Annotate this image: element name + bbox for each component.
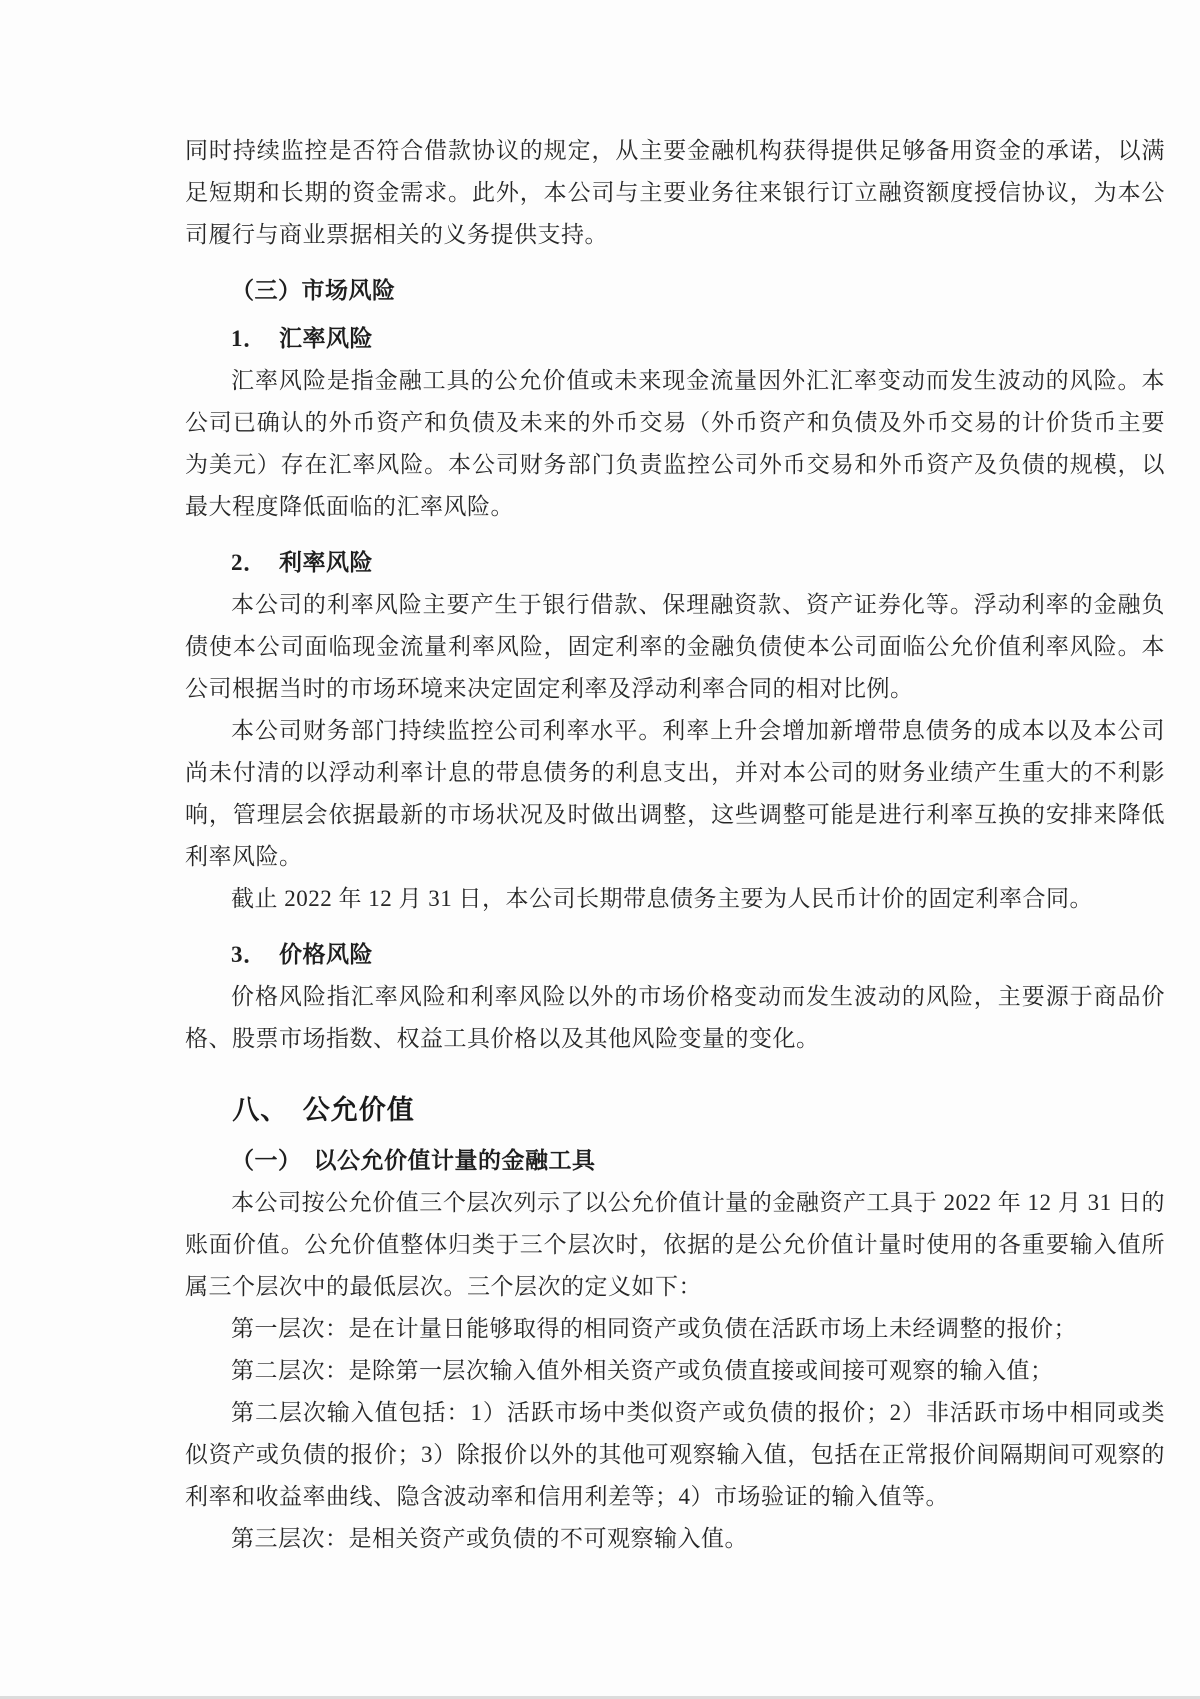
document-content <box>185 130 1165 1560</box>
paragraph-level-3-definition: 第三层次：是相关资产或负债的不可观察输入值。 <box>231 1526 748 1551</box>
paragraph-level-1-definition: 第一层次：是在计量日能够取得的相同资产或负债在活跃市场上未经调整的报价； <box>231 1316 1077 1341</box>
paragraph-interest-rate-risk-3: 截止 2022 年 12 月 31 日，本公司长期带息债务主要为人民币计价的固定利率合同。 <box>231 886 1093 911</box>
heading-market-risk: （三）市场风险 <box>231 278 396 303</box>
paragraph-price-risk: 价格风险指汇率风险和利率风险以外的市场价格变动而发生波动的风险，主要源于商品价格、股票市场指数、权益工具价格以及其他风险变量的变化。 <box>185 984 1165 1051</box>
paragraph-fair-value-levels-intro: 本公司按公允价值三个层次列示了以公允价值计量的金融资产工具于 2022 年 12 月 31 日的账面价值。公允价值整体归类于三个层次时，依据的是公允价值计量时使用的各重要输入值所属三个层次中的最低层次。三个层次的定义如下： <box>185 1190 1165 1299</box>
paragraph-liquidity-continued: 同时持续监控是否符合借款协议的规定，从主要金融机构获得提供足够备用资金的承诺，以满足短期和长期的资金需求。此外，本公司与主要业务往来银行订立融资额度授信协议，为本公司履行与商业票据相关的义务提供支持。 <box>185 138 1165 247</box>
heading-exchange-rate-risk: 1． 汇率风险 <box>231 326 373 351</box>
paragraph-interest-rate-risk-1: 本公司的利率风险主要产生于银行借款、保理融资款、资产证券化等。浮动利率的金融负债使本公司面临现金流量利率风险，固定利率的金融负债使本公司面临公允价值利率风险。本公司根据当时的市场环境来决定固定利率及浮动利率合同的相对比例。 <box>185 592 1165 701</box>
paragraph-level-2-inputs: 第二层次输入值包括：1）活跃市场中类似资产或负债的报价；2）非活跃市场中相同或类似资产或负债的报价；3）除报价以外的其他可观察输入值，包括在正常报价间隔期间可观察的利率和收益率曲线、隐含波动率和信用利差等；4）市场验证的输入值等。 <box>185 1400 1165 1509</box>
heading-financial-instruments-at-fair-value: （一） 以公允价值计量的金融工具 <box>231 1148 596 1173</box>
paragraph-interest-rate-risk-2: 本公司财务部门持续监控公司利率水平。利率上升会增加新增带息债务的成本以及本公司尚未付清的以浮动利率计息的带息债务的利息支出，并对本公司的财务业绩产生重大的不利影响，管理层会依据最新的市场状况及时做出调整，这些调整可能是进行利率互换的安排来降低利率风险。 <box>185 718 1165 869</box>
heading-price-risk: 3． 价格风险 <box>231 942 373 967</box>
paragraph-level-2-definition: 第二层次：是除第一层次输入值外相关资产或负债直接或间接可观察的输入值； <box>231 1358 1054 1383</box>
paragraph-exchange-rate-risk: 汇率风险是指金融工具的公允价值或未来现金流量因外汇汇率变动而发生波动的风险。本公司已确认的外币资产和负债及未来的外币交易（外币资产和负债及外币交易的计价货币主要为美元）存在汇率风险。本公司财务部门负责监控公司外币交易和外币资产及负债的规模，以最大程度降低面临的汇率风险。 <box>185 368 1165 519</box>
heading-fair-value: 八、 公允价值 <box>232 1095 415 1125</box>
heading-interest-rate-risk: 2． 利率风险 <box>231 550 373 575</box>
